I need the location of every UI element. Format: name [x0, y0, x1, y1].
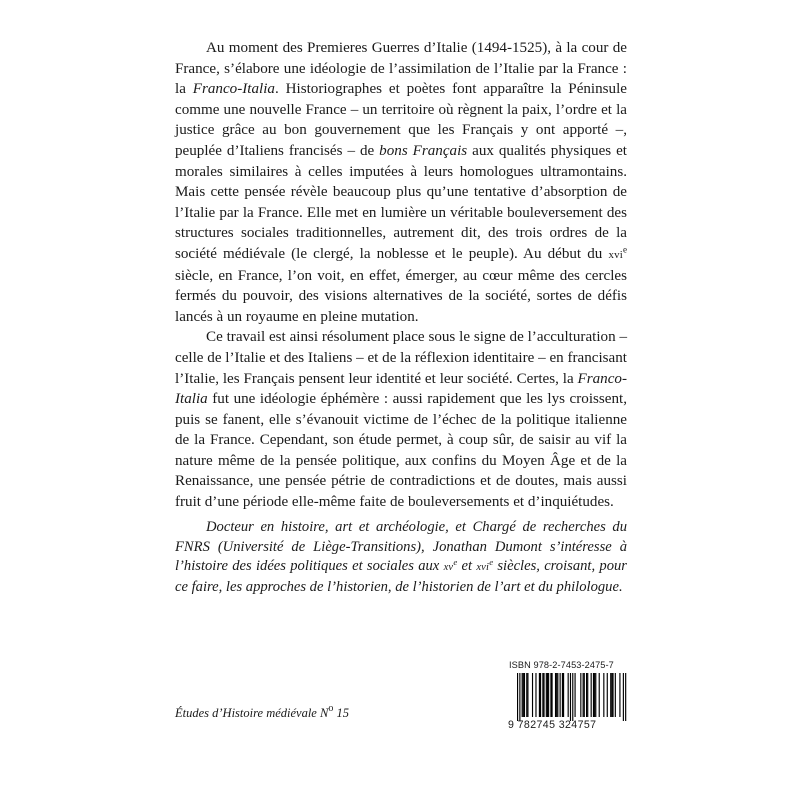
barcode-bar [527, 673, 528, 717]
barcode-bar [625, 673, 626, 721]
barcode-bar [540, 673, 541, 717]
author-bio [175, 518, 627, 597]
barcode-bar [542, 673, 543, 717]
barcode-bar [550, 673, 551, 717]
isbn-barcode [508, 660, 628, 734]
series-label: Études d’Histoire médiévale N [175, 706, 329, 720]
barcode-bar [562, 673, 563, 717]
italic-run: bons Français [379, 142, 468, 159]
barcode-bar [595, 673, 596, 717]
text-run: . Historiographes et poètes font apparaître la Péninsule comme une nouvelle France – un territoire où règnent la paix, l’ordre et la justice grâce au bon gouvernement que les Français y ont apporté –, peuplée d’Italiens francisés – de [175, 81, 627, 159]
barcode-bar [519, 673, 520, 721]
barcode-bar [623, 673, 624, 721]
superscript-run: e [489, 556, 494, 567]
barcode-bar [615, 673, 616, 717]
text-run: Docteur en histoire, art et archéologie, et Chargé de recherches du FNRS (Université de Liège-Transitions), Jonathan Dumont s’intéresse à l’histoire des idées politiques et sociales aux [175, 519, 627, 575]
barcode-bar [539, 673, 540, 717]
barcode-digits: 9 782745 324757 [508, 719, 597, 731]
text-run: aux qualités physiques et morales similaires à celles imputées à leurs homologues ultramontains. Mais cette pensée révèle beaucoup plus qu’une tentative d’absorption de l’Italie par la France. Elle met en lumière un véritable bouleversement des structures sociales traditionnelles, autrement dit, des trois ordres de la société médiévale (le clergé, la noblesse et le peuple). Au début du [175, 142, 628, 262]
barcode-bar [563, 673, 564, 717]
series-number-mark: o [328, 703, 334, 714]
superscript-run: e [453, 556, 458, 567]
barcode-bar [580, 673, 581, 717]
barcode-bar [556, 673, 557, 717]
blurb-text [175, 38, 627, 513]
author-bio-paragraph [175, 518, 627, 597]
text-run: siècle, en France, l’on voit, en effet, émerger, au cœur même des cercles fermés du pouvoir, des visions alternatives de la société, sortes de défis lancés à un royaume en pleine mutation. [175, 267, 627, 325]
smallcaps-run: xvi [476, 562, 490, 574]
barcode-bar [572, 673, 573, 721]
barcode-bar [593, 673, 594, 717]
superscript-run: e [622, 244, 627, 255]
barcode-bar [548, 673, 549, 717]
blurb-paragraph-2 [175, 327, 627, 512]
barcode-bar [583, 673, 584, 717]
barcode-bar [591, 673, 592, 717]
smallcaps-run: xvi [608, 248, 623, 261]
text-run: fut une idéologie éphémère : aussi rapidement que les lys croissent, puis se fanent, elle s’évanouit victime de l’échec de la politique italienne de la France. Cependant, son étude permet, à coup sûr, de saisir au vif la nature même de la pensée politique, aux confins du Moyen Âge et de la Renaissance, une pensée pétrie de contradictions et de doutes, mais aussi fruit d’une période elle-même faite de bouleversements et d’inquiétudes. [175, 391, 627, 511]
barcode-bar [586, 673, 587, 717]
barcode-bar [523, 673, 524, 717]
barcode-bar [570, 673, 571, 721]
barcode-bar [612, 673, 613, 717]
barcode-bar [584, 673, 585, 717]
smallcaps-run: xv [443, 562, 454, 574]
series-number: 15 [333, 706, 349, 720]
series-line [175, 703, 349, 721]
text-run: Au moment des Premieres Guerres d’Italie (1494-1525), à la cour de France, s’élabore une idéologie de l’assimilation de l’Italie par la France : la [175, 40, 627, 98]
barcode-bar [575, 673, 576, 717]
text-run: et [457, 558, 477, 575]
blurb-paragraph-1 [175, 38, 627, 327]
barcode-bar [522, 673, 523, 717]
barcode-bar [555, 673, 556, 717]
text-run: Ce travail est ainsi résolument place sous le signe de l’acculturation – celle de l’Italie et des Italiens – et de la réflexion identitaire – en francisant l’Italie, les Français pensent leur identité et leur société. Certes, la [175, 329, 627, 387]
barcode-bar [543, 673, 544, 717]
barcode-bar [532, 673, 533, 717]
barcode-bar [568, 673, 569, 717]
barcode-bar [546, 673, 547, 717]
barcode-bar [607, 673, 608, 717]
barcode-bar [557, 673, 558, 717]
text-run: siècles, croisant, pour ce faire, les approches de l’historien, de l’historien de l’art et du philologue. [175, 558, 627, 595]
italic-run: Franco-Italia [192, 81, 275, 98]
barcode-bar [524, 673, 525, 717]
isbn-label: ISBN 978-2-7453-2475-7 [509, 660, 614, 670]
barcode-bar [526, 673, 527, 717]
barcode-bar [610, 673, 611, 717]
barcode-bar [587, 673, 588, 717]
barcode-bar [611, 673, 612, 717]
barcode-bar [594, 673, 595, 717]
barcode-bar [517, 673, 518, 721]
barcode-bar [552, 673, 553, 717]
barcode-bar [619, 673, 620, 717]
barcode-bar [599, 673, 600, 717]
barcode-bar [560, 673, 561, 717]
italic-run: Franco-Italia [175, 370, 627, 408]
barcode-bar [603, 673, 604, 717]
barcode-bar [535, 673, 536, 717]
barcode-bar [547, 673, 548, 717]
